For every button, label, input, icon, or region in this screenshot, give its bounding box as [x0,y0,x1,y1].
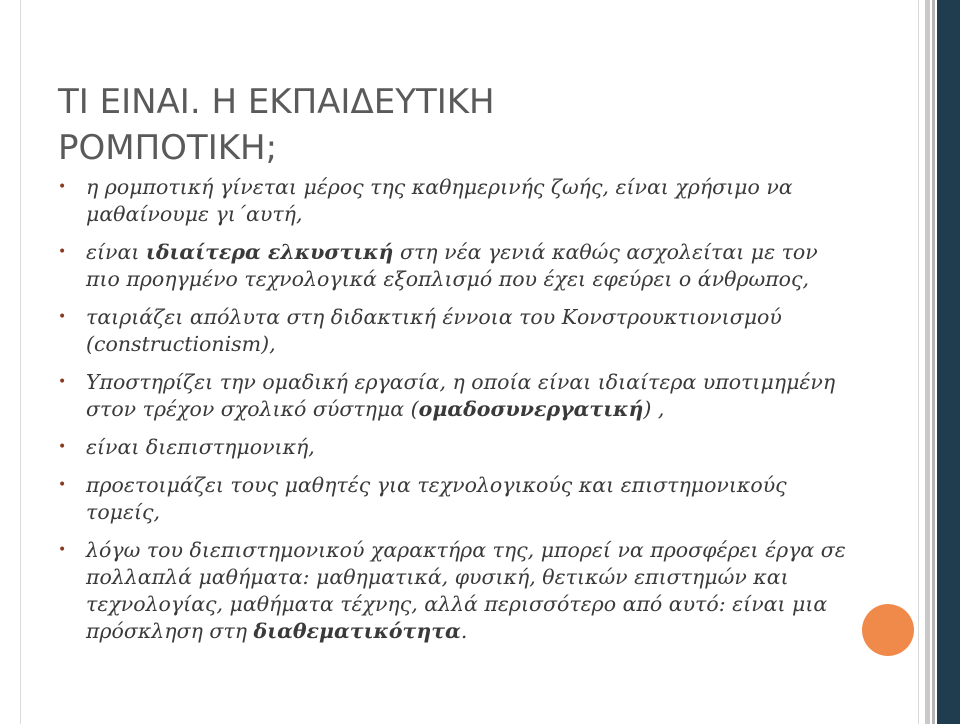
bullet-list [58,174,858,656]
stripe-mid [932,0,935,724]
stripe-light [925,0,930,724]
bullet-item [58,369,858,423]
bullet-item [58,537,858,645]
bullet-emphasis: ομαδοσυνεργατική [418,397,644,421]
bullet-item [58,434,858,461]
bullet-text: λόγω του διεπιστημονικού χαρακτήρα της, μπορεί να προσφέρει έργα σε πολλαπλά μαθήματα: μαθηματικά, φυσική, θετικών επιστημών και τεχνολογίας, μαθήματα τέχνης, αλλά περισσότερο από αυτό: είναι μια πρόσκληση στη [86,538,846,643]
bullet-text: είναι [86,240,146,264]
stripe-dark [937,0,960,724]
orange-circle-decoration [862,604,914,656]
bullet-text: . [460,619,468,643]
right-decorative-bar [925,0,960,724]
slide-title-line-2: ΡΟΜΠΟΤΙΚΗ; [58,127,278,168]
bullet-text: Υποστηρίζει την ομαδική εργασία, η οποία είναι ιδιαίτερα υποτιμημένη στον τρέχον σχολικό σύστημα ( [86,370,836,421]
bullet-item [58,472,858,526]
bullet-text: προετοιμάζει τους μαθητές για τεχνολογικούς και επιστημονικούς τομείς, [86,473,787,524]
bullet-item [58,174,858,228]
bullet-text: στη νέα γενιά καθώς ασχολείται με τον πιο προηγμένο τεχνολογικά εξοπλισμό που έχει εφεύρει ο άνθρωπος, [86,240,818,291]
bullet-text: η ρομποτική γίνεται μέρος της καθημερινής ζωής, είναι χρήσιμο να μαθαίνουμε γι΄αυτή, [86,175,793,226]
bullet-text: ) , [643,397,665,421]
bullet-item [58,304,858,358]
bullet-text: είναι διεπιστημονική, [86,435,315,459]
slide-title-line-1: ΤΙ ΕΙΝΑΙ. Η ΕΚΠΑΙΔΕΥΤΙΚΗ [58,81,495,122]
bullet-text: ταιριάζει απόλυτα στη διδακτική έννοια του Κονστρουκτιονισμού (constructionism), [86,305,782,356]
right-border-line [918,0,919,724]
slide-title [58,79,878,171]
bullet-emphasis: διαθεματικότητα [253,619,461,643]
left-border-line [20,0,21,724]
bullet-emphasis: ιδιαίτερα ελκυστική [145,240,394,264]
bullet-item [58,239,858,293]
